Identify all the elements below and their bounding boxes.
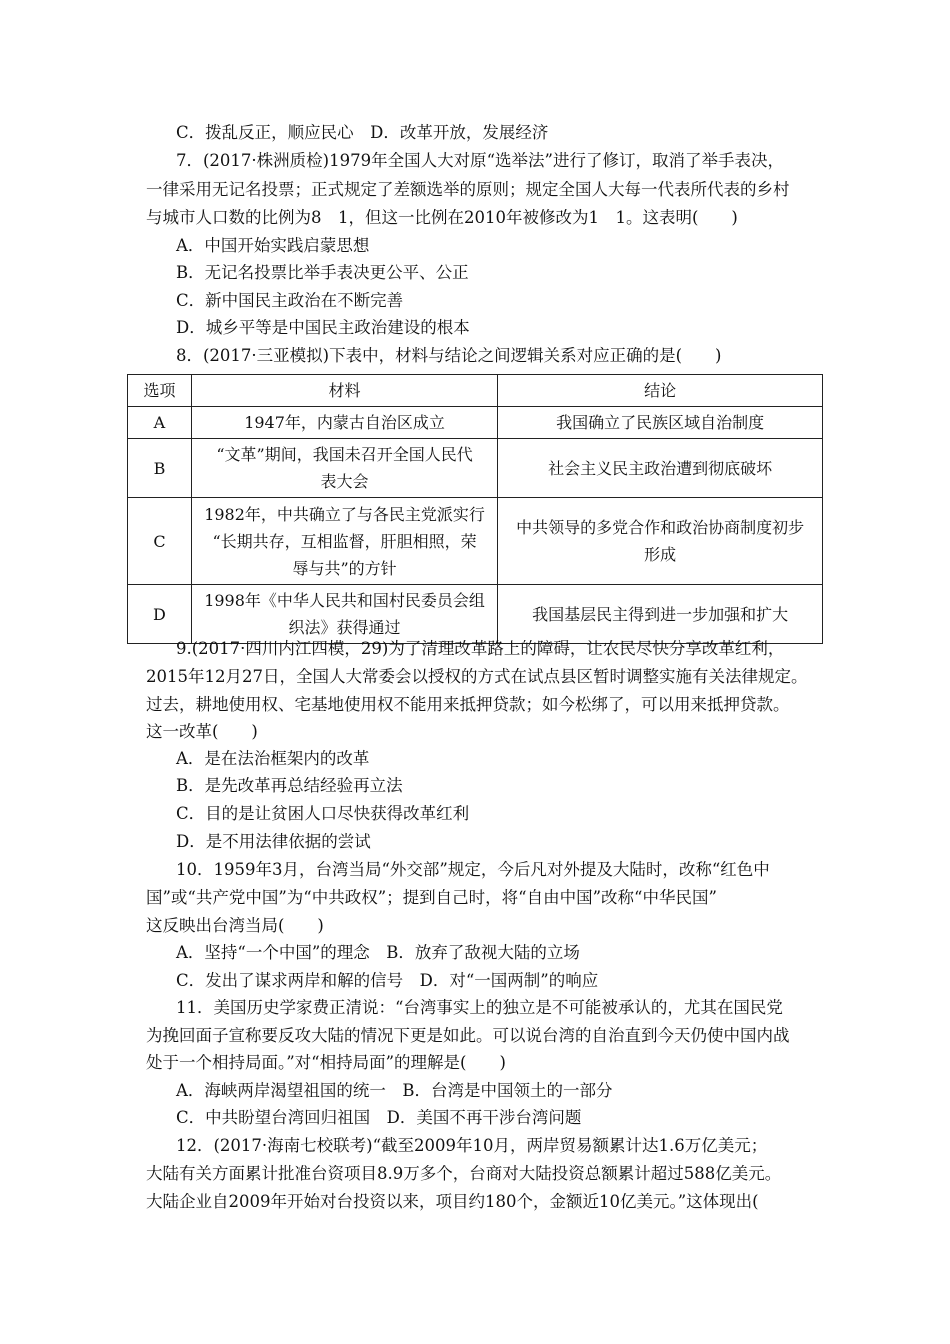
q11-stem-line-2: 为挽回面子宣称要反攻大陆的情况下更是如此。可以说台湾的自治直到今天仍使中国内战	[146, 1026, 790, 1045]
q11-stem-line-1: 11．美国历史学家费正清说：“台湾事实上的独立是不可能被承认的，尤其在国民党	[176, 998, 783, 1017]
q11-options-cd: C．中共盼望台湾回归祖国 D．美国不再干涉台湾问题	[176, 1108, 582, 1127]
q9-stem-line-2: 2015年12月27日，全国人大常委会以授权的方式在试点县区暂时调整实施有关法律规定。	[146, 667, 808, 686]
row-c-material	[191, 498, 497, 585]
q9-option-b: B．是先改革再总结经验再立法	[176, 776, 403, 795]
q9-option-d: D．是不用法律依据的尝试	[176, 832, 371, 851]
row-b-material-line-1: “文革”期间，我国未召开全国人民代	[216, 445, 473, 464]
q6-option-cd: C．拨乱反正，顺应民心 D．改革开放，发展经济	[176, 123, 549, 142]
row-d-material	[191, 585, 497, 644]
row-b-conclusion-line: 社会主义民主政治遭到彻底破坏	[548, 458, 773, 478]
row-c-conclusion	[498, 498, 823, 585]
table-header-row	[128, 375, 823, 407]
row-b-material	[191, 439, 497, 498]
q9-stem-line-4: 这一改革( )	[146, 722, 258, 741]
row-a-conclusion-line: 我国确立了民族区域自治制度	[556, 413, 765, 432]
q12-stem-line-3: 大陆企业自2009年开始对台投资以来，项目约180个，金额近10亿美元。”这体现出(	[146, 1192, 759, 1211]
q9-stem-line-1: 9.(2017·四川内江四模，29)为了清理改革路上的障碍，让农民尽快分享改革红利，	[176, 639, 785, 658]
q10-stem-line-3: 这反映出台湾当局( )	[146, 916, 324, 935]
row-d-material-line-2: 织法》获得通过	[288, 618, 401, 637]
q7-option-d: D．城乡平等是中国民主政治建设的根本	[176, 318, 470, 337]
row-c-material-line-1: 1982年，中共确立了与各民主党派实行	[204, 504, 485, 524]
row-b-material-line-2: 表大会	[320, 472, 369, 491]
q9-option-a: A．是在法治框架内的改革	[176, 749, 370, 768]
row-d-conclusion-line: 我国基层民主得到进一步加强和扩大	[532, 604, 789, 624]
q12-stem-line-1: 12．(2017·海南七校联考)“截至2009年10月，两岸贸易额累计达1.6万亿美元；	[176, 1136, 768, 1155]
q10-stem-line-1: 10．1959年3月，台湾当局“外交部”规定，今后凡对外提及大陆时，改称“红色中	[176, 860, 770, 879]
header-conclusion: 结论	[498, 375, 823, 407]
q7-option-a: A．中国开始实践启蒙思想	[176, 236, 370, 255]
q11-options-ab: A．海峡两岸渴望祖国的统一 B．台湾是中国领土的一部分	[176, 1081, 613, 1100]
row-c-conclusion-line-2: 形成	[644, 545, 677, 564]
row-b-option: B	[128, 439, 192, 498]
q8-stem: 8．(2017·三亚模拟)下表中，材料与结论之间逻辑关系对应正确的是( )	[176, 346, 722, 365]
table-row	[128, 439, 823, 498]
row-d-material-line-1: 1998年《中华人民共和国村民委员会组	[204, 591, 485, 610]
table-row	[128, 498, 823, 585]
q9-stem-line-3: 过去，耕地使用权、宅基地使用权不能用来抵押贷款；如今松绑了，可以用来抵押贷款。	[146, 695, 790, 714]
q7-stem-line-3: 与城市人口数的比例为8 1，但这一比例在2010年被修改为1 1。这表明( )	[146, 208, 738, 227]
q7-option-b: B．无记名投票比举手表决更公平、公正	[176, 263, 469, 282]
table-row	[128, 407, 823, 439]
row-d-option: D	[128, 585, 192, 644]
row-b-conclusion	[498, 439, 823, 498]
q9-option-c: C．目的是让贫困人口尽快获得改革红利	[176, 804, 470, 823]
q10-stem-line-2: 国”或“共产党中国”为“中共政权”；提到自己时，将“自由中国”改称“中华民国”	[146, 888, 717, 907]
row-c-material-line-3: 辱与共”的方针	[292, 558, 397, 578]
q10-options-ab: A．坚持“一个中国”的理念 B．放弃了敌视大陆的立场	[176, 943, 580, 962]
q7-option-c: C．新中国民主政治在不断完善	[176, 291, 404, 310]
q12-stem-line-2: 大陆有关方面累计批准台资项目8.9万多个，台商对大陆投资总额累计超过588亿美元。	[146, 1164, 782, 1183]
row-c-material-line-2: “长期共存，互相监督，肝胆相照，荣	[212, 531, 477, 551]
row-c-option: C	[128, 498, 192, 585]
q7-stem-line-1: 7．(2017·株洲质检)1979年全国人大对原“选举法”进行了修订，取消了举手表决，	[176, 151, 784, 170]
q7-stem-line-2: 一律采用无记名投票；正式规定了差额选举的原则；规定全国人大每一代表所代表的乡村	[146, 180, 790, 199]
header-option: 选项	[128, 375, 192, 407]
row-a-conclusion	[498, 407, 823, 439]
row-d-conclusion	[498, 585, 823, 644]
q10-options-cd: C．发出了谋求两岸和解的信号 D．对“一国两制”的响应	[176, 971, 599, 990]
header-material: 材料	[191, 375, 497, 407]
q8-table	[127, 374, 823, 644]
row-a-option: A	[128, 407, 192, 439]
table-row	[128, 585, 823, 644]
row-c-conclusion-line-1: 中共领导的多党合作和政治协商制度初步	[516, 518, 805, 537]
row-a-material-line: 1947年，内蒙古自治区成立	[244, 413, 445, 432]
q11-stem-line-3: 处于一个相持局面。”对“相持局面”的理解是( )	[146, 1053, 506, 1072]
row-a-material	[191, 407, 497, 439]
